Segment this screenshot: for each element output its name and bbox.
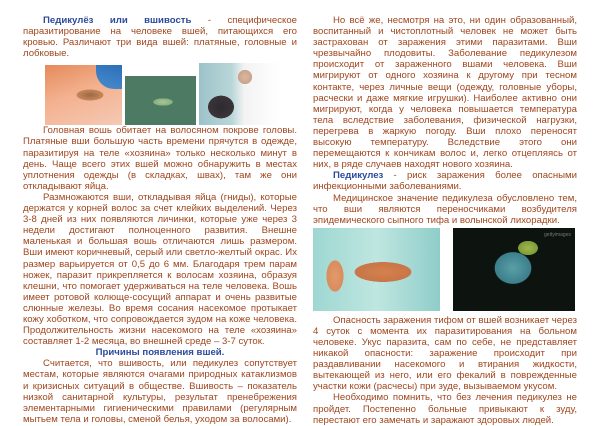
doctor-examining-head-photo [199,63,281,125]
paragraph-migration: Но всё же, несмотря на это, ни один образованный, воспитанный и чистоплотный человек не может быть застрахован от заражения этими паразитами. Вши чрезвычайно плодовиты. Заболевание педикулезом происходит от зараженного вшами человека. Вши мигрируют от одного хозяина к другому при тесном контакте, через личные вещи (одежду, головные уборы, расчески и даже мягкие игрушки). Наиболее активно они мигрируют, когда у человека повышается температура тела вследствие заболевания, физической нагрузки, перегрева в жаркую погоду. Вши плохо переносят высокую температуру. Вследствие этого они перемещаются к кончикам волос и, легко отцепляясь от них, в ряде случаев находят нового хозяина. [313,15,577,171]
watermark: gettyimages [544,231,571,238]
paragraph-medical-significance: Медицинское значение педикулеза обусловлено тем, что вши являются переносчиками возбудителя эпидемического сыпного тифа и волынской лихорадки. [313,192,577,226]
intro-paragraph: Педикулёз или вшивость - специфическое паразитирование на человеке вшей, питающихся его кровью. Различают три вида вшей: платяные, головные и лобковые. [23,15,297,60]
louse-green-photo [125,76,196,125]
louse-on-skin-photo [45,65,122,125]
rash-hand-photo [313,228,440,311]
louse-microscope-photo [453,228,575,311]
paragraph-risk: Педикулез - риск заражения более опасными инфекционными заболеваниями. [313,170,577,193]
left-column [23,15,297,425]
right-column [313,15,577,426]
section-heading-causes: Причины появления вшей. [95,347,225,359]
paragraph-causes: Считается, что вшивость, или педикулез сопутствует местам, которые являются очагами природных катаклизмов и кризисных ситуаций в обществе. Вшивость – показатель низкой санитарной культуры, результат пренебрежения элементарными гигиеническими правилами (регулярным мытьем тела и головы, сменой белья, уходом за волосами). [23,358,297,425]
term-pediculosis: Педикулёз или вшивость [43,15,192,26]
term-pediculosis-risk: Педикулез [333,170,384,182]
paragraph-head-louse: Головная вошь обитает на волосяном покрове головы. Платяные вши большую часть времени прячутся в одежде, паразитируя на теле «хозяина» только несколько минут в день. Чаще всего этих вшей можно обнаружить в местах уплотнения одежды (в складках, швах), там же они откладывают яйца. [23,125,297,192]
paragraph-treatment: Необходимо помнить, что без лечения педикулез не пройдет. Постепенно больные привыкают к зуду, перестают его замечать и заражают здоровых людей. [313,392,577,426]
image-row-bottom [313,228,577,314]
paragraph-typhus-danger: Опасность заражения тифом от вшей возникает через 4 суток с момента их паразитирования на больном человеке. Укус паразита, сам по себе, не представляет никакой опасности: заражение происходит при раздавливании насекомого и втирания жидкости, вытекающей из него, или его фекалий в поврежденные участки кожи (расчесы) при зуде, вызываемом укусом. [313,314,577,393]
image-row-top [23,59,297,125]
paragraph-reproduction: Размножаются вши, откладывая яйца (гниды), которые держатся у корней волос за счет клейких выделений. Через 3-8 дней из них появляются личинки, которые уже через 3 недели достигают полноценного развития. Внешне маленькая и большая вошь отличаются лишь размером. Вши имеют коричневый, серый или светло-желтый окрас. Их размер варьируется от 0,5 до 6 мм. Благодаря трем парам ножек, паразит прикрепляется к волосам хозяина, образуя клешни, что помогает удерживаться на теле человека. Вошь имеет ротовой колюще-сосущий аппарат и очень развитые слюнные железы. Во время сосания насекомое протыкает кожу хоботком, что сопровождается зудом на коже человека. Продолжительность жизни насекомого на теле «хозяина» составляет 1-2 месяца, во внешней среде – 3-7 суток. [23,191,297,348]
